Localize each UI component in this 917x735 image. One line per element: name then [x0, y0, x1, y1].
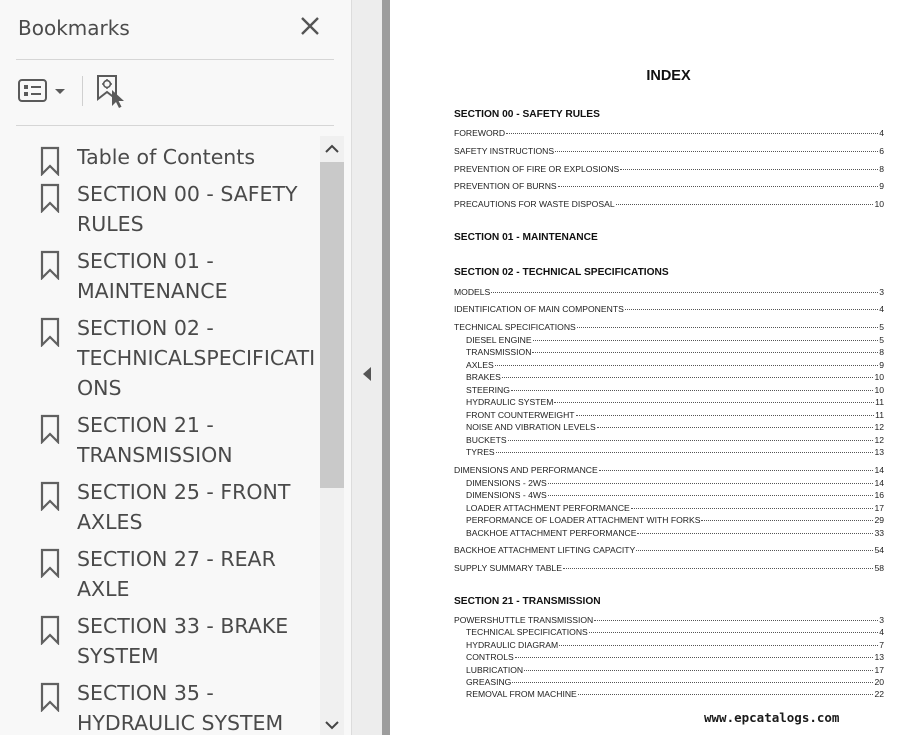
index-entry-label: DIMENSIONS - 2WS	[466, 477, 547, 488]
bookmark-icon	[40, 250, 60, 280]
leader-dots	[554, 402, 874, 403]
leader-dots	[548, 483, 874, 484]
index-entry-page: 5	[879, 334, 884, 345]
index-entry-page: 33	[874, 527, 884, 538]
new-bookmark-button[interactable]	[94, 73, 128, 109]
new-bookmark-icon	[94, 73, 128, 109]
bookmark-label	[77, 179, 320, 239]
index-entry-page: 7	[879, 639, 884, 650]
index-entry-label: HYDRAULIC SYSTEM	[466, 397, 554, 407]
bookmark-label-line: SECTION 35 -	[77, 681, 214, 705]
section-heading: SECTION 21 - TRANSMISSION	[454, 596, 601, 607]
index-entry-label: PRECAUTIONS FOR WASTE DISPOSAL	[454, 199, 615, 210]
bookmark-label-line: SECTION 02 -	[77, 316, 214, 340]
bookmark-label-line: MAINTENANCE	[77, 279, 228, 303]
index-entry-label: BACKHOE ATTACHMENT PERFORMANCE	[466, 527, 637, 538]
bookmarks-panel	[0, 0, 352, 735]
index-entry-page: 3	[879, 287, 884, 297]
index-entry-page: 10	[874, 372, 884, 382]
index-entry[interactable]	[466, 503, 884, 513]
options-list-icon	[16, 76, 50, 106]
bookmark-icon	[40, 615, 60, 645]
index-entry[interactable]	[466, 447, 884, 457]
index-entry-label: TECHNICAL SPECIFICATIONS	[454, 322, 576, 332]
index-entry-label: DIMENSIONS AND PERFORMANCE	[454, 465, 598, 475]
bookmark-label	[77, 611, 320, 671]
index-entry[interactable]	[454, 304, 884, 314]
bookmark-scrollbar[interactable]	[320, 136, 344, 735]
leader-dots	[577, 327, 878, 328]
bookmark-label-line: SECTION 00 - SAFETY	[77, 182, 298, 206]
index-entry-label: LUBRICATION	[466, 664, 524, 675]
bookmark-label-line: RULES	[77, 212, 144, 236]
index-entry[interactable]	[466, 515, 884, 525]
index-entry-label: FOREWORD	[454, 128, 506, 138]
index-entry-page: 4	[879, 304, 884, 314]
index-entry-label: GREASING	[466, 677, 512, 687]
panel-splitter[interactable]	[352, 0, 382, 735]
leader-dots	[506, 133, 878, 134]
bookmark-label-line: SECTION 25 - FRONT	[77, 480, 291, 504]
index-entry-page: 12	[874, 434, 884, 445]
index-entry[interactable]	[466, 422, 884, 432]
bookmark-label-line: Table of Contents	[77, 145, 256, 169]
leader-dots	[637, 533, 873, 534]
index-entry[interactable]	[466, 410, 884, 420]
index-entry-page: 29	[874, 515, 884, 525]
index-entry-page: 13	[874, 447, 884, 457]
bookmark-label-line: SECTION 27 - REAR	[77, 547, 276, 571]
index-entry[interactable]	[466, 335, 884, 345]
panel-title: Bookmarks	[18, 16, 130, 40]
index-entry-label: NOISE AND VIBRATION LEVELS	[466, 422, 596, 432]
close-icon	[296, 12, 324, 40]
document-page	[390, 0, 917, 735]
index-entry-page: 13	[874, 652, 884, 663]
bookmark-label	[77, 313, 320, 403]
bookmark-label	[77, 477, 320, 537]
index-entry-page: 12	[874, 422, 884, 432]
leader-dots	[701, 520, 873, 521]
index-entry[interactable]	[454, 563, 884, 573]
bookmark-label-line: TECHNICALSPECIFICATI	[77, 346, 316, 370]
bookmark-label-line: SECTION 01 -	[77, 249, 214, 273]
index-entry-page: 20	[874, 677, 884, 687]
index-entry-label: TYRES	[466, 447, 495, 457]
leader-dots	[558, 186, 879, 187]
close-panel-button[interactable]	[296, 12, 324, 40]
index-entry-page: 11	[875, 409, 884, 420]
index-entry-label: SAFETY INSTRUCTIONS	[454, 145, 555, 156]
index-entry-label: POWERSHUTTLE TRANSMISSION	[454, 615, 594, 625]
bookmark-item[interactable]	[16, 246, 320, 306]
index-entry-page: 5	[879, 322, 884, 332]
index-entry-label: DIESEL ENGINE	[466, 334, 532, 345]
bookmark-icon	[40, 146, 60, 176]
index-entry-page: 9	[879, 359, 884, 370]
bookmark-icon	[40, 548, 60, 578]
scroll-thumb[interactable]	[320, 162, 344, 488]
index-entry[interactable]	[454, 146, 884, 156]
index-entry[interactable]	[466, 652, 884, 662]
index-entry-label: HYDRAULIC DIAGRAM	[466, 639, 559, 650]
bookmark-label-line: SECTION 33 - BRAKE	[77, 614, 289, 638]
index-entry-page: 10	[874, 199, 884, 210]
index-entry-page: 16	[874, 490, 884, 500]
index-entry[interactable]	[466, 397, 884, 407]
leader-dots	[563, 568, 873, 569]
bookmark-item[interactable]	[16, 611, 320, 671]
index-entry-page: 58	[874, 563, 884, 573]
leader-dots	[576, 415, 875, 416]
index-entry-label: DIMENSIONS - 4WS	[466, 490, 547, 500]
bookmark-label-line: SECTION 21 -	[77, 413, 214, 437]
section-heading: SECTION 00 - SAFETY RULES	[454, 109, 600, 120]
bookmark-label	[77, 246, 320, 306]
page-title: INDEX	[646, 68, 691, 84]
leader-dots	[578, 694, 874, 695]
panel-divider	[16, 125, 334, 126]
index-entry-page: 17	[874, 502, 884, 513]
bookmark-item[interactable]	[16, 142, 320, 172]
bookmark-icon	[40, 317, 60, 347]
index-entry-label: FRONT COUNTERWEIGHT	[466, 409, 575, 420]
index-entry-page: 9	[879, 181, 884, 192]
leader-dots	[533, 340, 879, 341]
index-entry-page: 14	[874, 477, 884, 488]
leader-dots	[515, 657, 874, 658]
index-entry[interactable]	[466, 528, 884, 538]
leader-dots	[491, 292, 878, 293]
section-heading: SECTION 01 - MAINTENANCE	[454, 232, 598, 243]
index-entry[interactable]	[466, 490, 884, 500]
leader-dots	[548, 495, 874, 496]
bookmark-icon	[40, 481, 60, 511]
index-entry-label: IDENTIFICATION OF MAIN COMPONENTS	[454, 304, 624, 314]
index-entry-label: LOADER ATTACHMENT PERFORMANCE	[466, 502, 630, 513]
index-entry-label: PREVENTION OF BURNS	[454, 181, 557, 192]
panel-divider	[16, 59, 334, 60]
bookmark-label	[77, 410, 320, 470]
index-entry-page: 8	[879, 347, 884, 357]
bookmark-label	[77, 142, 320, 172]
index-entry[interactable]	[454, 545, 884, 555]
index-entry[interactable]	[466, 360, 884, 370]
bookmark-label-line: HYDRAULIC SYSTEM	[77, 711, 284, 735]
bookmark-item[interactable]	[16, 544, 320, 604]
page-edge	[382, 0, 390, 735]
index-entry[interactable]	[466, 385, 884, 395]
index-entry-page: 4	[879, 627, 884, 638]
bookmark-label-line: AXLES	[77, 510, 143, 534]
bookmark-item[interactable]	[16, 410, 320, 470]
bookmark-item[interactable]	[16, 477, 320, 537]
leader-dots	[599, 470, 874, 471]
index-entry-label: BUCKETS	[466, 434, 507, 445]
index-entry[interactable]	[454, 322, 884, 332]
leader-dots	[532, 352, 878, 353]
leader-dots	[555, 151, 878, 152]
index-entry[interactable]	[466, 347, 884, 357]
leader-dots	[620, 169, 878, 170]
bookmark-item[interactable]	[16, 678, 320, 735]
leader-dots	[589, 632, 878, 633]
index-entry-label: CONTROLS	[466, 652, 514, 663]
index-entry-page: 8	[879, 163, 884, 174]
index-entry[interactable]	[466, 665, 884, 675]
index-entry-label: PREVENTION OF FIRE OR EXPLOSIONS	[454, 163, 620, 174]
index-entry[interactable]	[454, 128, 884, 138]
bookmark-list	[16, 136, 320, 735]
index-entry-label: BACKHOE ATTACHMENT LIFTING CAPACITY	[454, 545, 636, 555]
leader-dots	[495, 365, 879, 366]
scroll-up-button[interactable]	[320, 136, 344, 162]
index-entry-page: 11	[875, 397, 884, 407]
leader-dots	[631, 508, 874, 509]
chevron-up-icon	[320, 136, 344, 162]
index-entry-page: 17	[874, 664, 884, 675]
leader-dots	[512, 682, 873, 683]
index-entry[interactable]	[454, 287, 884, 297]
leader-dots	[502, 377, 874, 378]
leader-dots	[511, 390, 874, 391]
index-entry-page: 22	[874, 689, 884, 700]
bookmark-label	[77, 544, 320, 604]
bookmark-item[interactable]	[16, 179, 320, 239]
scroll-down-button[interactable]	[320, 716, 344, 735]
watermark-text: www.epcatalogs.com	[704, 710, 840, 725]
index-entry-page: 10	[874, 384, 884, 395]
index-entry-label: TRANSMISSION	[466, 347, 532, 357]
section-heading: SECTION 02 - TECHNICAL SPECIFICATIONS	[454, 267, 669, 278]
index-entry-page: 3	[879, 615, 884, 625]
chevron-down-icon	[53, 76, 67, 106]
chevron-down-icon	[320, 716, 344, 735]
leader-dots	[625, 309, 878, 310]
leader-dots	[597, 427, 874, 428]
bookmark-label-line: ONS	[77, 376, 122, 400]
leader-dots	[508, 440, 874, 441]
leader-dots	[594, 620, 878, 621]
index-entry[interactable]	[454, 465, 884, 475]
index-entry-label: BRAKES	[466, 372, 501, 382]
index-entry[interactable]	[466, 689, 884, 699]
bookmark-icon	[40, 414, 60, 444]
index-entry[interactable]	[454, 199, 884, 209]
leader-dots	[616, 204, 874, 205]
index-entry[interactable]	[466, 627, 884, 637]
index-entry[interactable]	[454, 164, 884, 174]
leader-dots	[559, 645, 878, 646]
toolbar-separator	[82, 76, 83, 106]
index-entry-page: 14	[874, 465, 884, 475]
bookmark-item[interactable]	[16, 313, 320, 403]
index-entry[interactable]	[454, 181, 884, 191]
index-entry-label: AXLES	[466, 359, 494, 370]
index-entry-page: 54	[874, 545, 884, 555]
bookmark-label-line: AXLE	[77, 577, 130, 601]
leader-dots	[636, 550, 873, 551]
index-entry-label: SUPPLY SUMMARY TABLE	[454, 563, 562, 573]
index-entry-page: 4	[879, 128, 884, 138]
index-entry[interactable]	[454, 615, 884, 625]
index-entry[interactable]	[466, 478, 884, 488]
collapse-panel-button[interactable]	[360, 360, 374, 388]
leader-dots	[524, 670, 873, 671]
index-entry-label: STEERING	[466, 384, 510, 395]
bookmark-icon	[40, 682, 60, 712]
leader-dots	[496, 452, 874, 453]
bookmark-label-line: TRANSMISSION	[77, 443, 233, 467]
index-entry-label: TECHNICAL SPECIFICATIONS	[466, 627, 588, 638]
index-entry[interactable]	[466, 640, 884, 650]
triangle-left-icon	[360, 360, 374, 388]
index-entry-label: MODELS	[454, 287, 491, 297]
index-entry-label: REMOVAL FROM MACHINE	[466, 689, 577, 700]
bookmark-options-button[interactable]	[16, 76, 68, 106]
index-entry[interactable]	[466, 677, 884, 687]
bookmark-label	[77, 678, 320, 735]
index-entry[interactable]	[466, 372, 884, 382]
bookmark-label-line: SYSTEM	[77, 644, 159, 668]
index-entry[interactable]	[466, 435, 884, 445]
index-entry-page: 6	[879, 145, 884, 156]
index-entry-label: PERFORMANCE OF LOADER ATTACHMENT WITH FORKS	[466, 515, 701, 525]
bookmark-icon	[40, 183, 60, 213]
